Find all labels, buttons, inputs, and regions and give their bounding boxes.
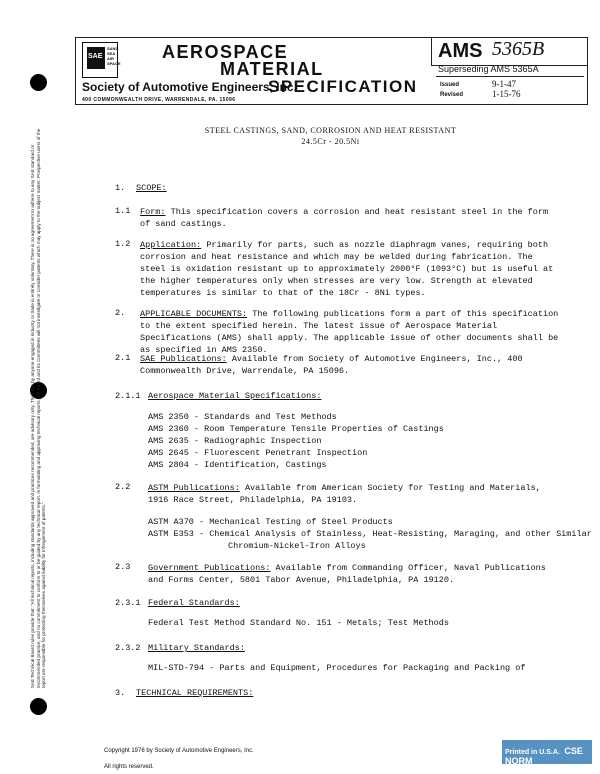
society-address: 400 COMMONWEALTH DRIVE, WARRENDALE, PA. 15096 <box>82 97 236 103</box>
ams-list-item: AMS 2635 - Radiographic Inspection <box>148 436 322 446</box>
astm-list-item-continuation: Chromium-Nickel-Iron Alloys <box>228 541 366 551</box>
text-astm-publications: Available from American Society for Testing and Materials, 1916 Race Street, Philadelphia, PA 19103. <box>148 483 541 505</box>
document-subtitle: 24.5Cr - 20.5Ni <box>301 137 360 146</box>
ams-list-item: AMS 2804 - Identification, Castings <box>148 460 327 470</box>
section-number: 2.1 <box>115 353 131 363</box>
ams-list-item: AMS 2645 - Fluorescent Penetrant Inspection <box>148 448 368 458</box>
section-number: 2.2 <box>115 482 131 492</box>
ams-list-item: AMS 2350 - Standards and Test Methods <box>148 412 337 422</box>
section-number: 1.2 <box>115 239 131 249</box>
text-application: Primarily for parts, such as nozzle diaphragm vanes, requiring both corrosion and heat resistance and which may be welded during fabrication. The steel is oxidation resistant up to approximately 2000°F (1093°C) but is useful at the higher temperatures only when stresses are very low. Strength at elevated temperatures is similar to that of the 18Cr - 8Ni types. <box>140 240 554 298</box>
federal-standard-item: Federal Test Method Standard No. 151 - Metals; Test Methods <box>148 618 449 628</box>
title-aerospace: AEROSPACE <box>162 42 289 62</box>
section-number: 2.1.1 <box>115 391 141 401</box>
heading-federal-standards: Federal Standards: <box>148 598 240 608</box>
title-material: MATERIAL <box>220 59 324 79</box>
heading-astm-publications: ASTM Publications: <box>148 483 240 493</box>
heading-form: Form: <box>140 207 166 217</box>
rights-notice: All rights reserved. <box>104 764 154 770</box>
superseding-text: Superseding AMS 5365A <box>438 64 539 74</box>
paragraph-applicable-documents <box>140 308 560 356</box>
revised-date: 1-15-76 <box>492 89 521 99</box>
issued-date: 9-1-47 <box>492 79 516 89</box>
paragraph-astm-publications <box>148 482 563 506</box>
paragraph-sae-publications <box>140 353 560 377</box>
logo-text: SAND SEA AIR SPACE <box>107 46 121 66</box>
section-number: 1. <box>115 183 126 193</box>
astm-list-item: ASTM E353 - Chemical Analysis of Stainless, Heat-Resisting, Maraging, and other Similar <box>148 529 592 539</box>
ams-number: 5365B <box>492 38 545 60</box>
astm-list-item: ASTM A370 - Mechanical Testing of Steel Products <box>148 517 393 527</box>
section-number: 2.3.2 <box>115 643 141 653</box>
heading-military-standards: Military Standards: <box>148 643 245 653</box>
text-government-publications: Available from Commanding Officer, Naval Publications and Forms Center, 5801 Tabor Avenue, Philadelphia, PA 19120. <box>148 563 546 585</box>
heading-application: Application: <box>140 240 202 250</box>
paragraph-application <box>140 239 560 299</box>
heading-technical-requirements: TECHNICAL REQUIREMENTS: <box>136 688 254 698</box>
sae-logo <box>82 42 121 78</box>
printed-label: Printed in U.S.A. CSE NORM <box>505 746 583 766</box>
punch-hole-bottom <box>30 698 47 715</box>
heading-sae-publications: SAE Publications: <box>140 354 227 364</box>
heading-government-publications: Government Publications: <box>148 563 271 573</box>
text-form: This specification covers a corrosion and heat resistant steel in the form of sand castings. <box>140 207 549 229</box>
issued-label: Issued <box>440 82 460 88</box>
ams-label: AMS <box>438 40 483 62</box>
section-number: 2.3 <box>115 562 131 572</box>
section-number: 2.3.1 <box>115 598 141 608</box>
divider <box>436 76 584 77</box>
section-heading-scope: SCOPE: <box>136 183 167 193</box>
section-number: 2. <box>115 308 126 318</box>
society-name: Society of Automotive Engineers, Inc. <box>82 80 297 94</box>
logo-letters: SAE <box>88 53 103 60</box>
paragraph-government-publications <box>148 562 563 586</box>
copyright-notice: Copyright 1976 by Society of Automotive Engineers, Inc. <box>104 748 254 754</box>
revised-label: Revised <box>440 92 464 98</box>
text-applicable-documents: The following publications form a part of this specification to the extent specified herein. The latest issue of Aerospace Material Specifications (AMS) shall apply. The applicable issue of other documents shall be as specified in AMS 2350. <box>140 309 559 355</box>
sae-logo-emblem <box>87 47 105 69</box>
technical-board-notice: SAE Technical Board rules provide that: "All technical reports, including standards approved and practices recommended, are advisory only. Their use by anyone engaged in industry or trade is entirely voluntary. There is no agreement to adhere to any SAE standard or recommended practice, and no commitment to conform to or be guided by any technical report. In formulating and approving technical reports, the Board and its Committees will not investigate or consider patents which may apply to the subject matter. Prospective users of the report are responsible for protecting themselves against liability for infringement of patents." <box>29 128 46 689</box>
heading-aerospace-material-specifications: Aerospace Material Specifications: <box>148 391 322 401</box>
ams-list-item: AMS 2360 - Room Temperature Tensile Properties of Castings <box>148 424 444 434</box>
punch-hole-top <box>30 74 47 91</box>
section-number: 3. <box>115 688 126 698</box>
paragraph-form <box>140 206 560 230</box>
title-specification: SPECIFICATION <box>268 77 418 96</box>
document-title: STEEL CASTINGS, SAND, CORROSION AND HEAT RESISTANT <box>204 126 457 135</box>
section-number: 1.1 <box>115 206 131 216</box>
text-sae-publications: Available from Society of Automotive Engineers, Inc., 400 Commonwealth Drive, Warrendale, PA 15096. <box>140 354 523 376</box>
military-standard-item: MIL-STD-794 - Parts and Equipment, Procedures for Packaging and Packing of <box>148 663 526 673</box>
heading-applicable-documents: APPLICABLE DOCUMENTS: <box>140 309 248 319</box>
